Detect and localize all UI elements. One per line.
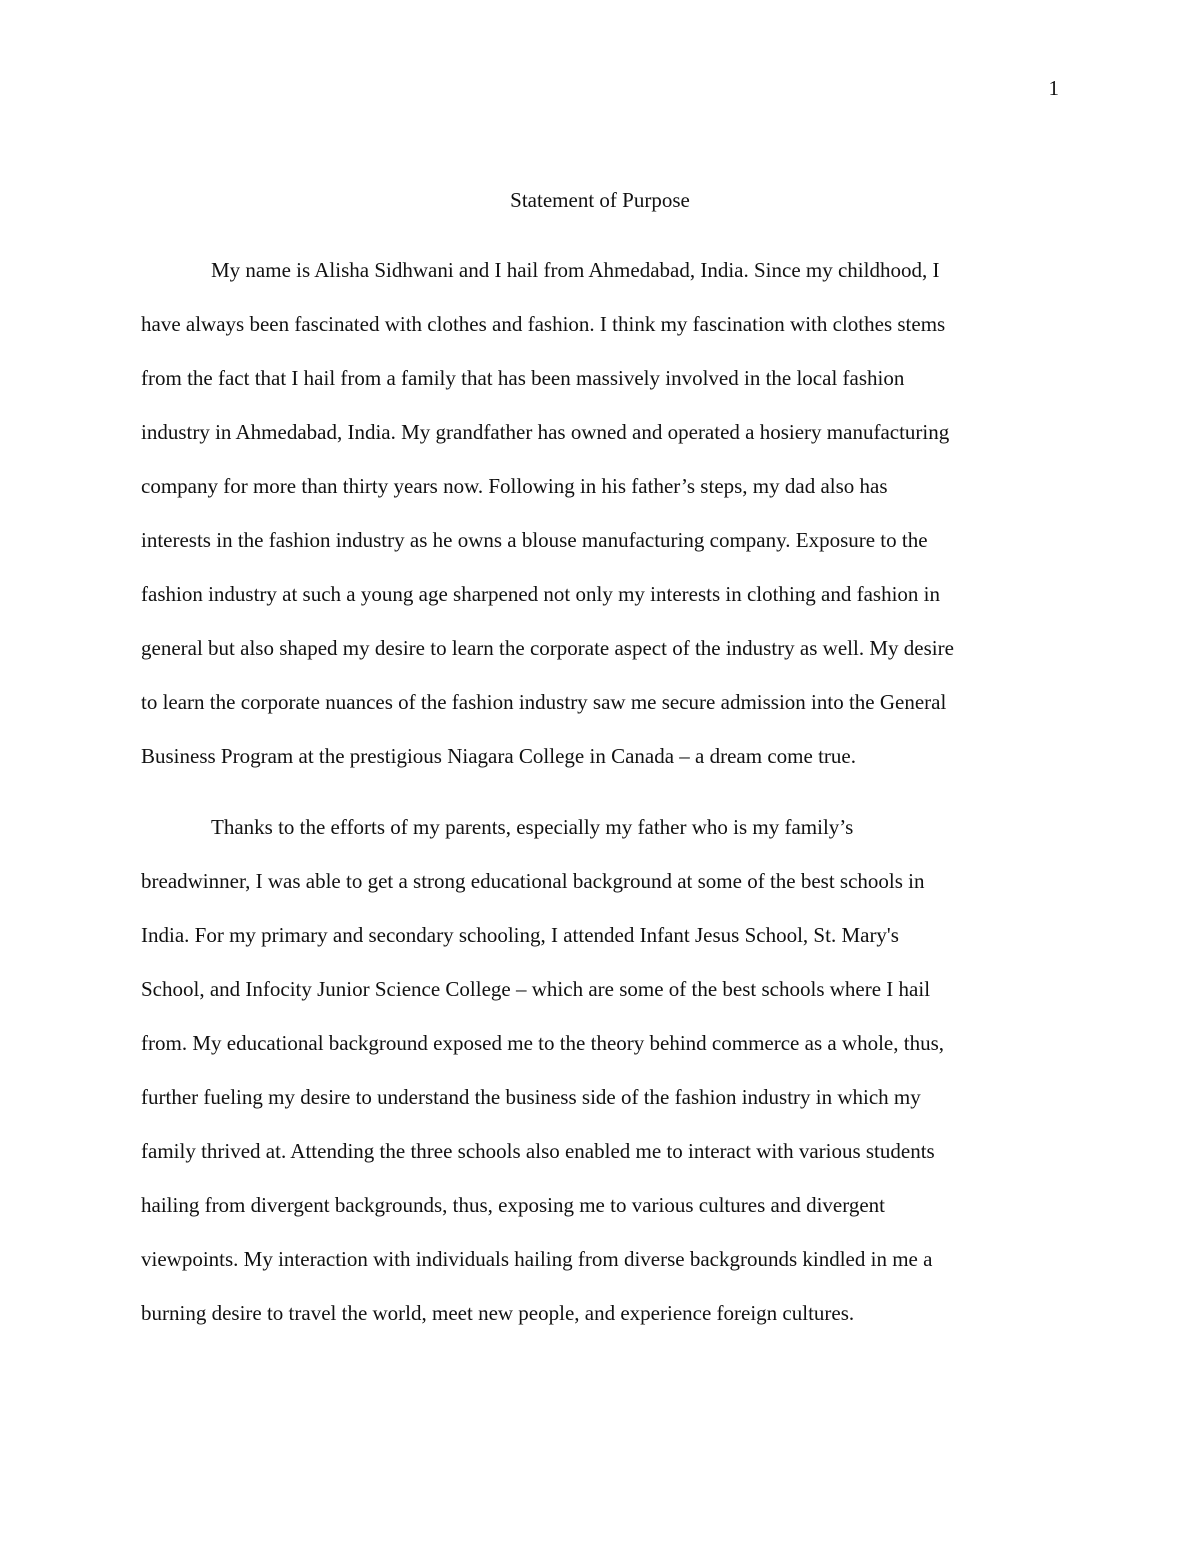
paragraph-line: industry in Ahmedabad, India. My grandfather has owned and operated a hosiery manufacturing [141, 420, 950, 444]
paragraph-line: Thanks to the efforts of my parents, especially my father who is my family’s [211, 815, 854, 839]
paragraph-line: from. My educational background exposed me to the theory behind commerce as a whole, thus, [141, 1031, 945, 1055]
paragraph-line: interests in the fashion industry as he owns a blouse manufacturing company. Exposure to the [141, 528, 928, 552]
paragraph-line: burning desire to travel the world, meet new people, and experience foreign cultures. [141, 1301, 855, 1325]
paragraph-line: breadwinner, I was able to get a strong educational background at some of the best schools in [141, 869, 925, 893]
page-number: 1 [1048, 76, 1059, 100]
paragraph-line: from the fact that I hail from a family that has been massively involved in the local fashion [141, 366, 905, 390]
paragraph-line: fashion industry at such a young age sharpened not only my interests in clothing and fashion in [141, 582, 941, 606]
paragraph-line: School, and Infocity Junior Science College – which are some of the best schools where I hail [141, 977, 931, 1001]
paragraph-line: to learn the corporate nuances of the fashion industry saw me secure admission into the General [141, 690, 947, 714]
paragraph-line: have always been fascinated with clothes and fashion. I think my fascination with clothes stems [141, 312, 946, 336]
paragraph-line: further fueling my desire to understand the business side of the fashion industry in which my [141, 1085, 921, 1109]
paragraph-line: general but also shaped my desire to learn the corporate aspect of the industry as well. My desire [141, 636, 954, 660]
paragraph-line: family thrived at. Attending the three schools also enabled me to interact with various students [141, 1139, 935, 1163]
paragraph-line: My name is Alisha Sidhwani and I hail from Ahmedabad, India. Since my childhood, I [211, 258, 940, 282]
paragraph-line: company for more than thirty years now. Following in his father’s steps, my dad also has [141, 474, 888, 498]
paragraph-line: India. For my primary and secondary schooling, I attended Infant Jesus School, St. Mary's [141, 923, 899, 947]
paragraph-line: hailing from divergent backgrounds, thus, exposing me to various cultures and divergent [141, 1193, 885, 1217]
document-title: Statement of Purpose [510, 188, 690, 212]
paragraph-line: viewpoints. My interaction with individuals hailing from diverse backgrounds kindled in me a [141, 1247, 933, 1271]
paragraph-line: Business Program at the prestigious Niagara College in Canada – a dream come true. [141, 744, 856, 768]
